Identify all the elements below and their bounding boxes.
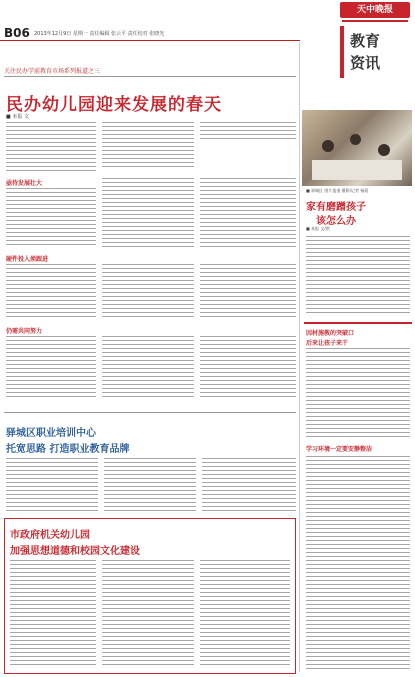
sidebar-headline-3: 学习环境一定要安静整洁 — [306, 446, 373, 453]
body-text-block — [6, 458, 98, 512]
newspaper-logo: 天中晚报 — [340, 2, 410, 18]
body-text-block — [200, 122, 296, 142]
subhead-1: 亟待发展壮大 — [6, 180, 43, 187]
body-text-block — [6, 336, 96, 400]
body-text-block — [104, 458, 196, 512]
header-rule — [0, 40, 300, 41]
sidebar-headline-1: 家有磨蹭孩子 — [306, 202, 366, 213]
body-text-block — [202, 458, 296, 512]
body-text-block — [6, 188, 96, 248]
body-text-block — [102, 336, 194, 400]
sidebar-box-title: 因材施教的突破口 — [306, 330, 355, 337]
classroom-photo — [302, 110, 412, 186]
sidebar-headline-2: 该怎么办 — [316, 216, 356, 227]
sidebar-box-subtitle: 后来让孩子来干 — [306, 340, 349, 347]
body-text-block — [10, 560, 96, 666]
logo-underline — [342, 20, 408, 22]
sidebar-byline: ■ 本报 文/图 — [306, 226, 330, 231]
body-text-block — [200, 336, 296, 400]
body-text-block — [306, 236, 410, 316]
issue-meta-line: 2013年12月9日 星期一 责任编辑 张云平 责任校对 张晓光 — [34, 31, 165, 37]
body-text-block — [102, 122, 194, 170]
section-code: B06 — [4, 26, 30, 40]
subhead-2: 硬件投入须跟进 — [6, 256, 49, 263]
body-text-block — [6, 122, 96, 172]
body-text-block — [102, 560, 194, 666]
body-text-block — [306, 348, 410, 438]
series-line: 关注民办学前教育市场系列报道之三 — [4, 68, 101, 75]
column-bar — [340, 26, 344, 78]
subhead-3: 仍需共同努力 — [6, 328, 43, 335]
ad-title-line1: 驿城区职业培训中心 — [6, 428, 96, 439]
column-divider — [299, 42, 300, 672]
sidebar-box-rule — [304, 322, 412, 324]
body-text-block — [102, 264, 194, 320]
main-byline: ■ 本报 文 — [6, 114, 29, 120]
column-name-edu: 教育 — [350, 32, 381, 50]
bottom-headline-line2: 加强思想道德和校园文化建设 — [10, 546, 140, 557]
body-text-block — [306, 456, 410, 672]
bottom-headline-line1: 市政府机关幼儿园 — [10, 530, 90, 541]
series-rule — [4, 76, 296, 77]
photo-caption: ■ 驿城区 图片报道 摄影/记者 杨晨 — [306, 188, 369, 193]
body-text-block — [200, 264, 296, 320]
column-name-news: 资讯 — [350, 54, 381, 72]
body-text-block — [102, 178, 194, 248]
ad-title-line2: 托宽思路 打造职业教育品牌 — [6, 444, 130, 455]
article-divider — [4, 412, 296, 413]
main-headline: 民办幼儿园迎来发展的春天 — [6, 95, 222, 115]
body-text-block — [200, 560, 290, 666]
body-text-block — [200, 178, 296, 248]
body-text-block — [6, 264, 96, 320]
